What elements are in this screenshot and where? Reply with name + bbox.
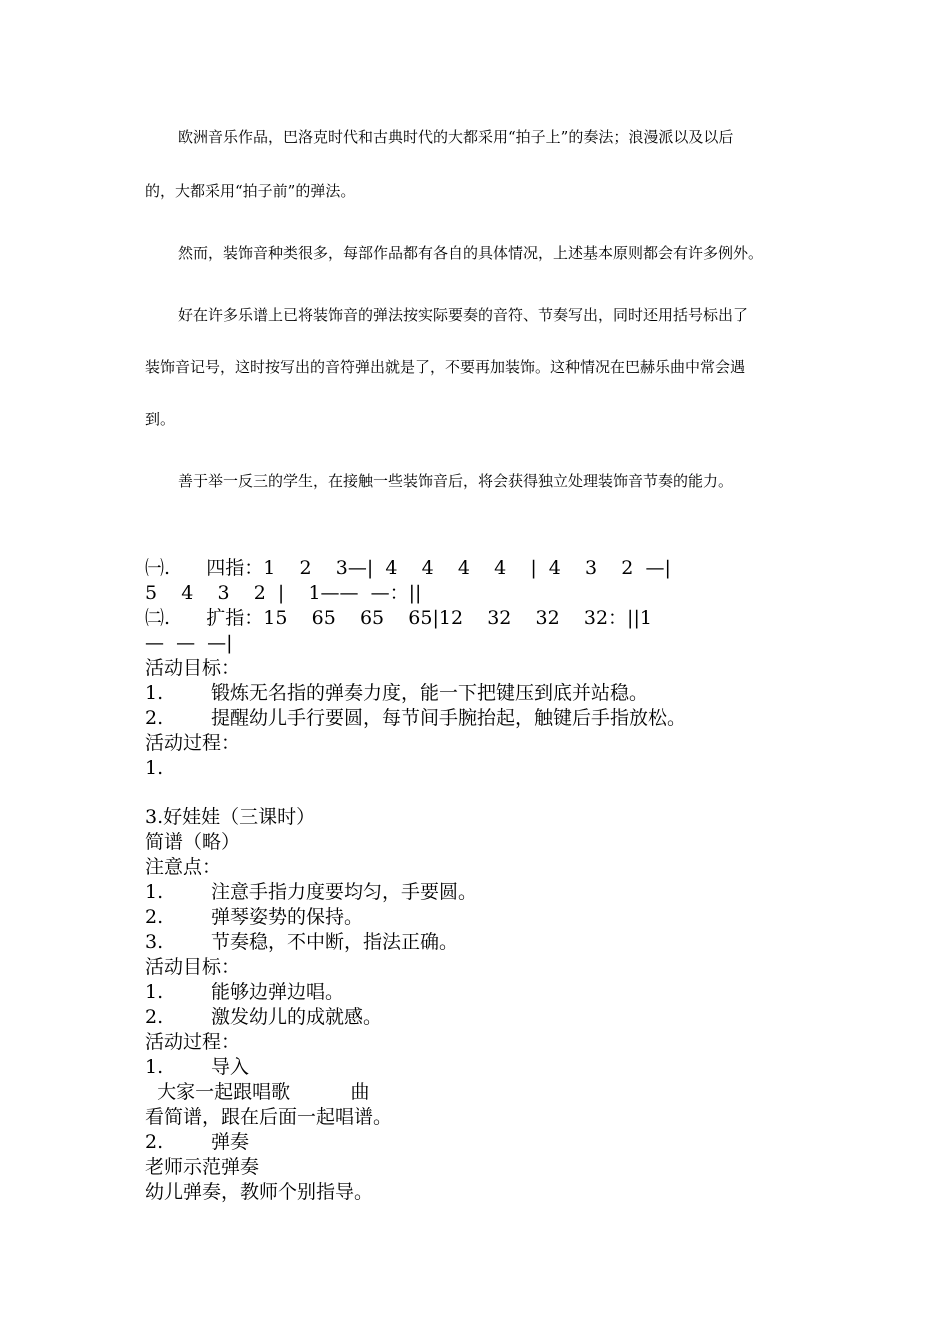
goal-item (145, 1005, 382, 1029)
goal-item (145, 681, 648, 705)
section-heading-goals: 活动目标： (145, 657, 241, 679)
paragraph-3-line-3: 到。 (145, 410, 176, 428)
process-item (145, 1055, 249, 1079)
item-text: 提醒幼儿手行要圆，每节间手腕抬起，触键后手指放松。 (211, 707, 687, 729)
lesson-title: 3.好娃娃（三课时） (145, 806, 316, 828)
note-item (145, 905, 363, 929)
item-number: 1. (145, 1056, 164, 1078)
item-text: 激发幼儿的成就感。 (211, 1006, 383, 1028)
process-text: 幼儿弹奏，教师个别指导。 (145, 1181, 374, 1203)
section-heading-process: 活动过程： (145, 732, 241, 754)
item-text: 弹奏 (211, 1131, 250, 1153)
process-text: 看简谱，跟在后面一起唱谱。 (145, 1106, 393, 1128)
item-text: 锻炼无名指的弹奏力度，能一下把键压到底并站稳。 (211, 682, 649, 704)
goal-item (145, 980, 344, 1004)
paragraph-4: 善于举一反三的学生，在接触一些装饰音后，将会获得独立处理装饰音节奏的能力。 (178, 472, 734, 490)
process-item-number: 1. (145, 757, 164, 779)
note-item (145, 930, 458, 954)
notation-exercise-1-line-1: ㈠. 四指：1 2 3—| 4 4 4 4 | 4 3 2 —| (145, 557, 671, 579)
item-number: 2. (145, 1131, 164, 1153)
paragraph-3-line-1: 好在许多乐谱上已将装饰音的弹法按实际要奏的音符、节奏写出，同时还用括号标出了 (178, 306, 749, 324)
note-item (145, 880, 477, 904)
notation-note: 简谱（略） (145, 831, 241, 853)
goal-item (145, 706, 686, 730)
item-text: 注意手指力度要均匀，手要圆。 (211, 881, 478, 903)
paragraph-2: 然而，装饰音种类很多，每部作品都有各自的具体情况，上述基本原则都会有许多例外。 (178, 244, 764, 262)
process-item (145, 1130, 249, 1154)
paragraph-3-line-2: 装饰音记号，这时按写出的音符弹出就是了，不要再加装饰。这种情况在巴赫乐曲中常会遇 (145, 358, 746, 376)
paragraph-1-line-2: 的，大都采用“拍子前”的弹法。 (145, 182, 356, 200)
item-text: 导入 (211, 1056, 250, 1078)
item-text: 节奏稳，不中断，指法正确。 (211, 931, 459, 953)
item-text: 能够边弹边唱。 (211, 981, 345, 1003)
item-number: 1. (145, 881, 164, 903)
notation-exercise-2-line-1: ㈡. 扩指：15 65 65 65|12 32 32 32：||1 (145, 607, 652, 629)
process-text: 老师示范弹奏 (145, 1156, 260, 1178)
item-number: 1. (145, 981, 164, 1003)
item-number: 3. (145, 931, 164, 953)
section-heading-notes: 注意点： (145, 856, 222, 878)
item-number: 2. (145, 707, 164, 729)
process-text: 大家一起跟唱歌 曲 (145, 1081, 370, 1103)
item-number: 2. (145, 1006, 164, 1028)
section-heading-process: 活动过程： (145, 1031, 241, 1053)
section-heading-goals: 活动目标： (145, 956, 241, 978)
notation-exercise-2-line-2: — — —| (145, 632, 233, 654)
notation-exercise-1-line-2: 5 4 3 2 | 1—— —：|| (145, 582, 422, 604)
paragraph-1-line-1: 欧洲音乐作品，巴洛克时代和古典时代的大都采用“拍子上”的奏法；浪漫派以及以后 (178, 128, 734, 146)
item-text: 弹琴姿势的保持。 (211, 906, 364, 928)
item-number: 2. (145, 906, 164, 928)
item-number: 1. (145, 682, 164, 704)
